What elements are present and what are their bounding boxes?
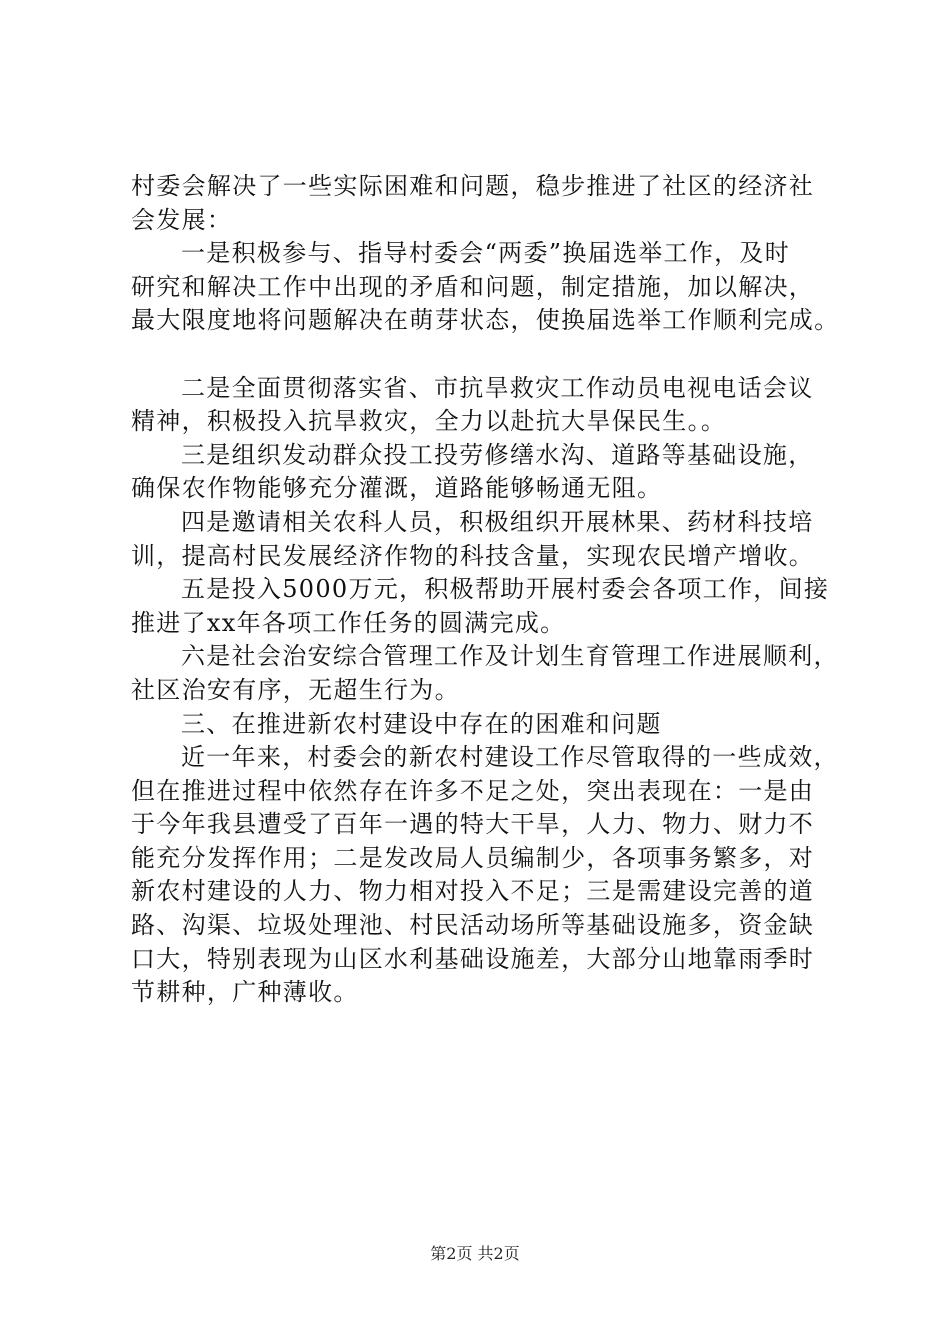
body-line: 能充分发挥作用；二是发改局人员编制少，各项事务繁多，对 <box>131 843 815 872</box>
body-line: 路、沟渠、垃圾处理池、村民活动场所等基础设施多，资金缺 <box>131 911 815 940</box>
body-line: 村委会解决了一些实际困难和问题，稳步推进了社区的经济社 <box>131 172 815 200</box>
body-line: 近一年来，村委会的新农村建设工作尽管取得的一些成效， <box>181 743 839 772</box>
blank-line <box>131 338 831 372</box>
body-line: 四是邀请相关农科人员，积极组织开展林果、药材科技培 <box>181 507 814 536</box>
body-line: 训，提高村民发展经济作物的科技含量，实现农民增产增收。 <box>131 541 815 570</box>
body-line: 口大，特别表现为山区水利基础设施差，大部分山地靠雨季时 <box>131 944 815 973</box>
body-line: 三是组织发动群众投工投劳修缮水沟、道路等基础设施， <box>181 440 814 469</box>
page-number-footer: 第2页 共2页 <box>430 1244 520 1263</box>
body-line: 研究和解决工作中出现的矛盾和问题，制定措施，加以解决， <box>131 272 815 301</box>
body-line: 社区治安有序，无超生行为。 <box>131 675 460 704</box>
body-line: 新农村建设的人力、物力相对投入不足；三是需建设完善的道 <box>131 877 815 906</box>
body-line: 六是社会治安综合管理工作及计划生育管理工作进展顺利， <box>181 642 839 671</box>
section-heading: 三、在推进新农村建设中存在的困难和问题 <box>181 709 662 738</box>
body-line: 但在推进过程中依然存在许多不足之处，突出表现在：一是由 <box>131 776 815 805</box>
body-line: 五是投入5000万元，积极帮助开展村委会各项工作，间接 <box>181 575 830 604</box>
body-line: 精神，积极投入抗旱救灾，全力以赴抗大旱保民生。。 <box>131 407 727 436</box>
body-line: 二是全面贯彻落实省、市抗旱救灾工作动员电视电话会议 <box>181 373 814 402</box>
body-line: 推进了xx年各项工作任务的圆满完成。 <box>131 608 566 637</box>
body-line: 会发展： <box>131 205 233 234</box>
body-line: 于今年我县遭受了百年一遇的特大干旱，人力、物力、财力不 <box>131 810 815 839</box>
body-line: 确保农作物能够充分灌溉，道路能够畅通无阻。 <box>131 474 663 503</box>
body-line: 最大限度地将问题解决在萌芽状态，使换届选举工作顺利完成。 <box>131 306 840 335</box>
body-line: 节耕种，广种薄收。 <box>131 978 359 1007</box>
document-body <box>131 170 840 1010</box>
body-line: 一是积极参与、指导村委会“两委”换届选举工作，及时 <box>181 239 791 268</box>
